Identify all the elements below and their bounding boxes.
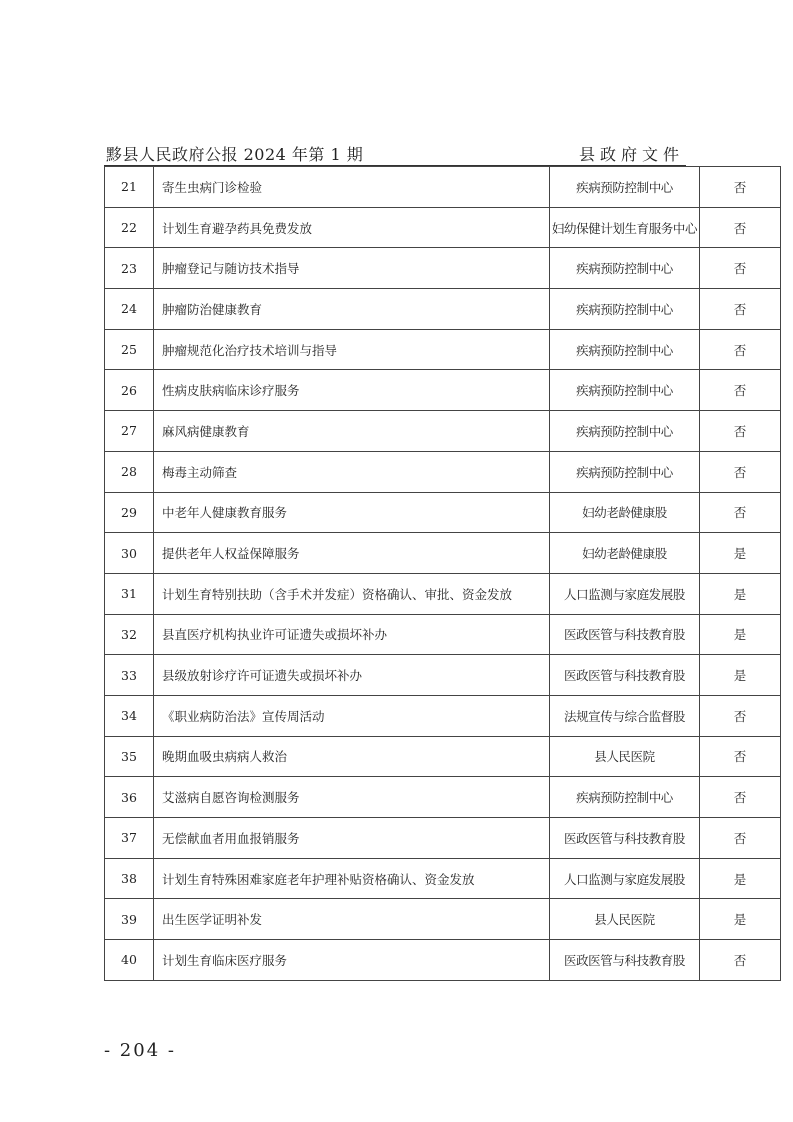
responsible-department: 医政医管与科技教育股 (550, 614, 700, 655)
service-item: 肿瘤规范化治疗技术培训与指导 (154, 329, 550, 370)
row-number: 35 (105, 736, 154, 777)
page-number: - 204 - (104, 1040, 176, 1061)
row-number: 26 (105, 370, 154, 411)
row-number: 39 (105, 899, 154, 940)
table-row (105, 695, 781, 736)
status-flag: 否 (700, 207, 781, 248)
service-item: 县直医疗机构执业许可证遗失或损坏补办 (154, 614, 550, 655)
table-row (105, 899, 781, 940)
service-item: 出生医学证明补发 (154, 899, 550, 940)
service-item: 计划生育避孕药具免费发放 (154, 207, 550, 248)
service-item: 计划生育临床医疗服务 (154, 940, 550, 981)
status-flag: 否 (700, 777, 781, 818)
responsible-department: 疾病预防控制中心 (550, 777, 700, 818)
service-item: 肿瘤登记与随访技术指导 (154, 248, 550, 289)
status-flag: 是 (700, 899, 781, 940)
table-row (105, 940, 781, 981)
status-flag: 否 (700, 940, 781, 981)
service-item: 中老年人健康教育服务 (154, 492, 550, 533)
service-table (104, 166, 781, 981)
table-row (105, 289, 781, 330)
status-flag: 否 (700, 329, 781, 370)
service-item: 计划生育特殊困难家庭老年护理补贴资格确认、资金发放 (154, 858, 550, 899)
table-row (105, 858, 781, 899)
row-number: 36 (105, 777, 154, 818)
row-number: 28 (105, 451, 154, 492)
row-number: 23 (105, 248, 154, 289)
table-row (105, 818, 781, 859)
table-row (105, 655, 781, 696)
responsible-department: 疾病预防控制中心 (550, 329, 700, 370)
row-number: 24 (105, 289, 154, 330)
status-flag: 否 (700, 248, 781, 289)
service-item: 艾滋病自愿咨询检测服务 (154, 777, 550, 818)
table-row (105, 777, 781, 818)
service-item: 计划生育特别扶助（含手术并发症）资格确认、审批、资金发放 (154, 573, 550, 614)
table-row (105, 370, 781, 411)
table-row (105, 573, 781, 614)
table-row (105, 533, 781, 574)
service-item: 晚期血吸虫病病人救治 (154, 736, 550, 777)
status-flag: 否 (700, 451, 781, 492)
responsible-department: 县人民医院 (550, 899, 700, 940)
service-item: 寄生虫病门诊检验 (154, 167, 550, 208)
table-row (105, 167, 781, 208)
row-number: 33 (105, 655, 154, 696)
service-item: 无偿献血者用血报销服务 (154, 818, 550, 859)
service-item: 《职业病防治法》宣传周活动 (154, 695, 550, 736)
status-flag: 否 (700, 167, 781, 208)
table-row (105, 492, 781, 533)
row-number: 31 (105, 573, 154, 614)
status-flag: 是 (700, 655, 781, 696)
row-number: 34 (105, 695, 154, 736)
responsible-department: 法规宣传与综合监督股 (550, 695, 700, 736)
table-row (105, 451, 781, 492)
service-item: 县级放射诊疗许可证遗失或损坏补办 (154, 655, 550, 696)
row-number: 27 (105, 411, 154, 452)
gazette-title: 黟县人民政府公报 2024 年第 1 期 (106, 145, 364, 164)
row-number: 30 (105, 533, 154, 574)
status-flag: 否 (700, 370, 781, 411)
status-flag: 是 (700, 573, 781, 614)
status-flag: 否 (700, 736, 781, 777)
table-row (105, 207, 781, 248)
status-flag: 是 (700, 858, 781, 899)
status-flag: 否 (700, 818, 781, 859)
section-title: 县政府文件 (578, 145, 684, 164)
responsible-department: 县人民医院 (550, 736, 700, 777)
service-item: 麻风病健康教育 (154, 411, 550, 452)
table-row (105, 736, 781, 777)
table-row (105, 614, 781, 655)
status-flag: 否 (700, 492, 781, 533)
table-row (105, 411, 781, 452)
service-item: 梅毒主动筛查 (154, 451, 550, 492)
responsible-department: 医政医管与科技教育股 (550, 655, 700, 696)
responsible-department: 人口监测与家庭发展股 (550, 858, 700, 899)
service-item: 肿瘤防治健康教育 (154, 289, 550, 330)
row-number: 22 (105, 207, 154, 248)
service-table-body (105, 167, 781, 981)
status-flag: 否 (700, 695, 781, 736)
row-number: 29 (105, 492, 154, 533)
status-flag: 是 (700, 614, 781, 655)
responsible-department: 疾病预防控制中心 (550, 248, 700, 289)
service-item: 性病皮肤病临床诊疗服务 (154, 370, 550, 411)
responsible-department: 医政医管与科技教育股 (550, 818, 700, 859)
running-header (104, 140, 686, 166)
responsible-department: 妇幼老龄健康股 (550, 492, 700, 533)
row-number: 38 (105, 858, 154, 899)
responsible-department: 疾病预防控制中心 (550, 167, 700, 208)
responsible-department: 人口监测与家庭发展股 (550, 573, 700, 614)
row-number: 37 (105, 818, 154, 859)
responsible-department: 医政医管与科技教育股 (550, 940, 700, 981)
row-number: 21 (105, 167, 154, 208)
status-flag: 是 (700, 533, 781, 574)
responsible-department: 疾病预防控制中心 (550, 411, 700, 452)
responsible-department: 妇幼保健计划生育服务中心 (550, 207, 700, 248)
status-flag: 否 (700, 289, 781, 330)
responsible-department: 疾病预防控制中心 (550, 451, 700, 492)
row-number: 25 (105, 329, 154, 370)
responsible-department: 妇幼老龄健康股 (550, 533, 700, 574)
responsible-department: 疾病预防控制中心 (550, 370, 700, 411)
row-number: 32 (105, 614, 154, 655)
row-number: 40 (105, 940, 154, 981)
responsible-department: 疾病预防控制中心 (550, 289, 700, 330)
status-flag: 否 (700, 411, 781, 452)
table-row (105, 248, 781, 289)
table-row (105, 329, 781, 370)
service-item: 提供老年人权益保障服务 (154, 533, 550, 574)
